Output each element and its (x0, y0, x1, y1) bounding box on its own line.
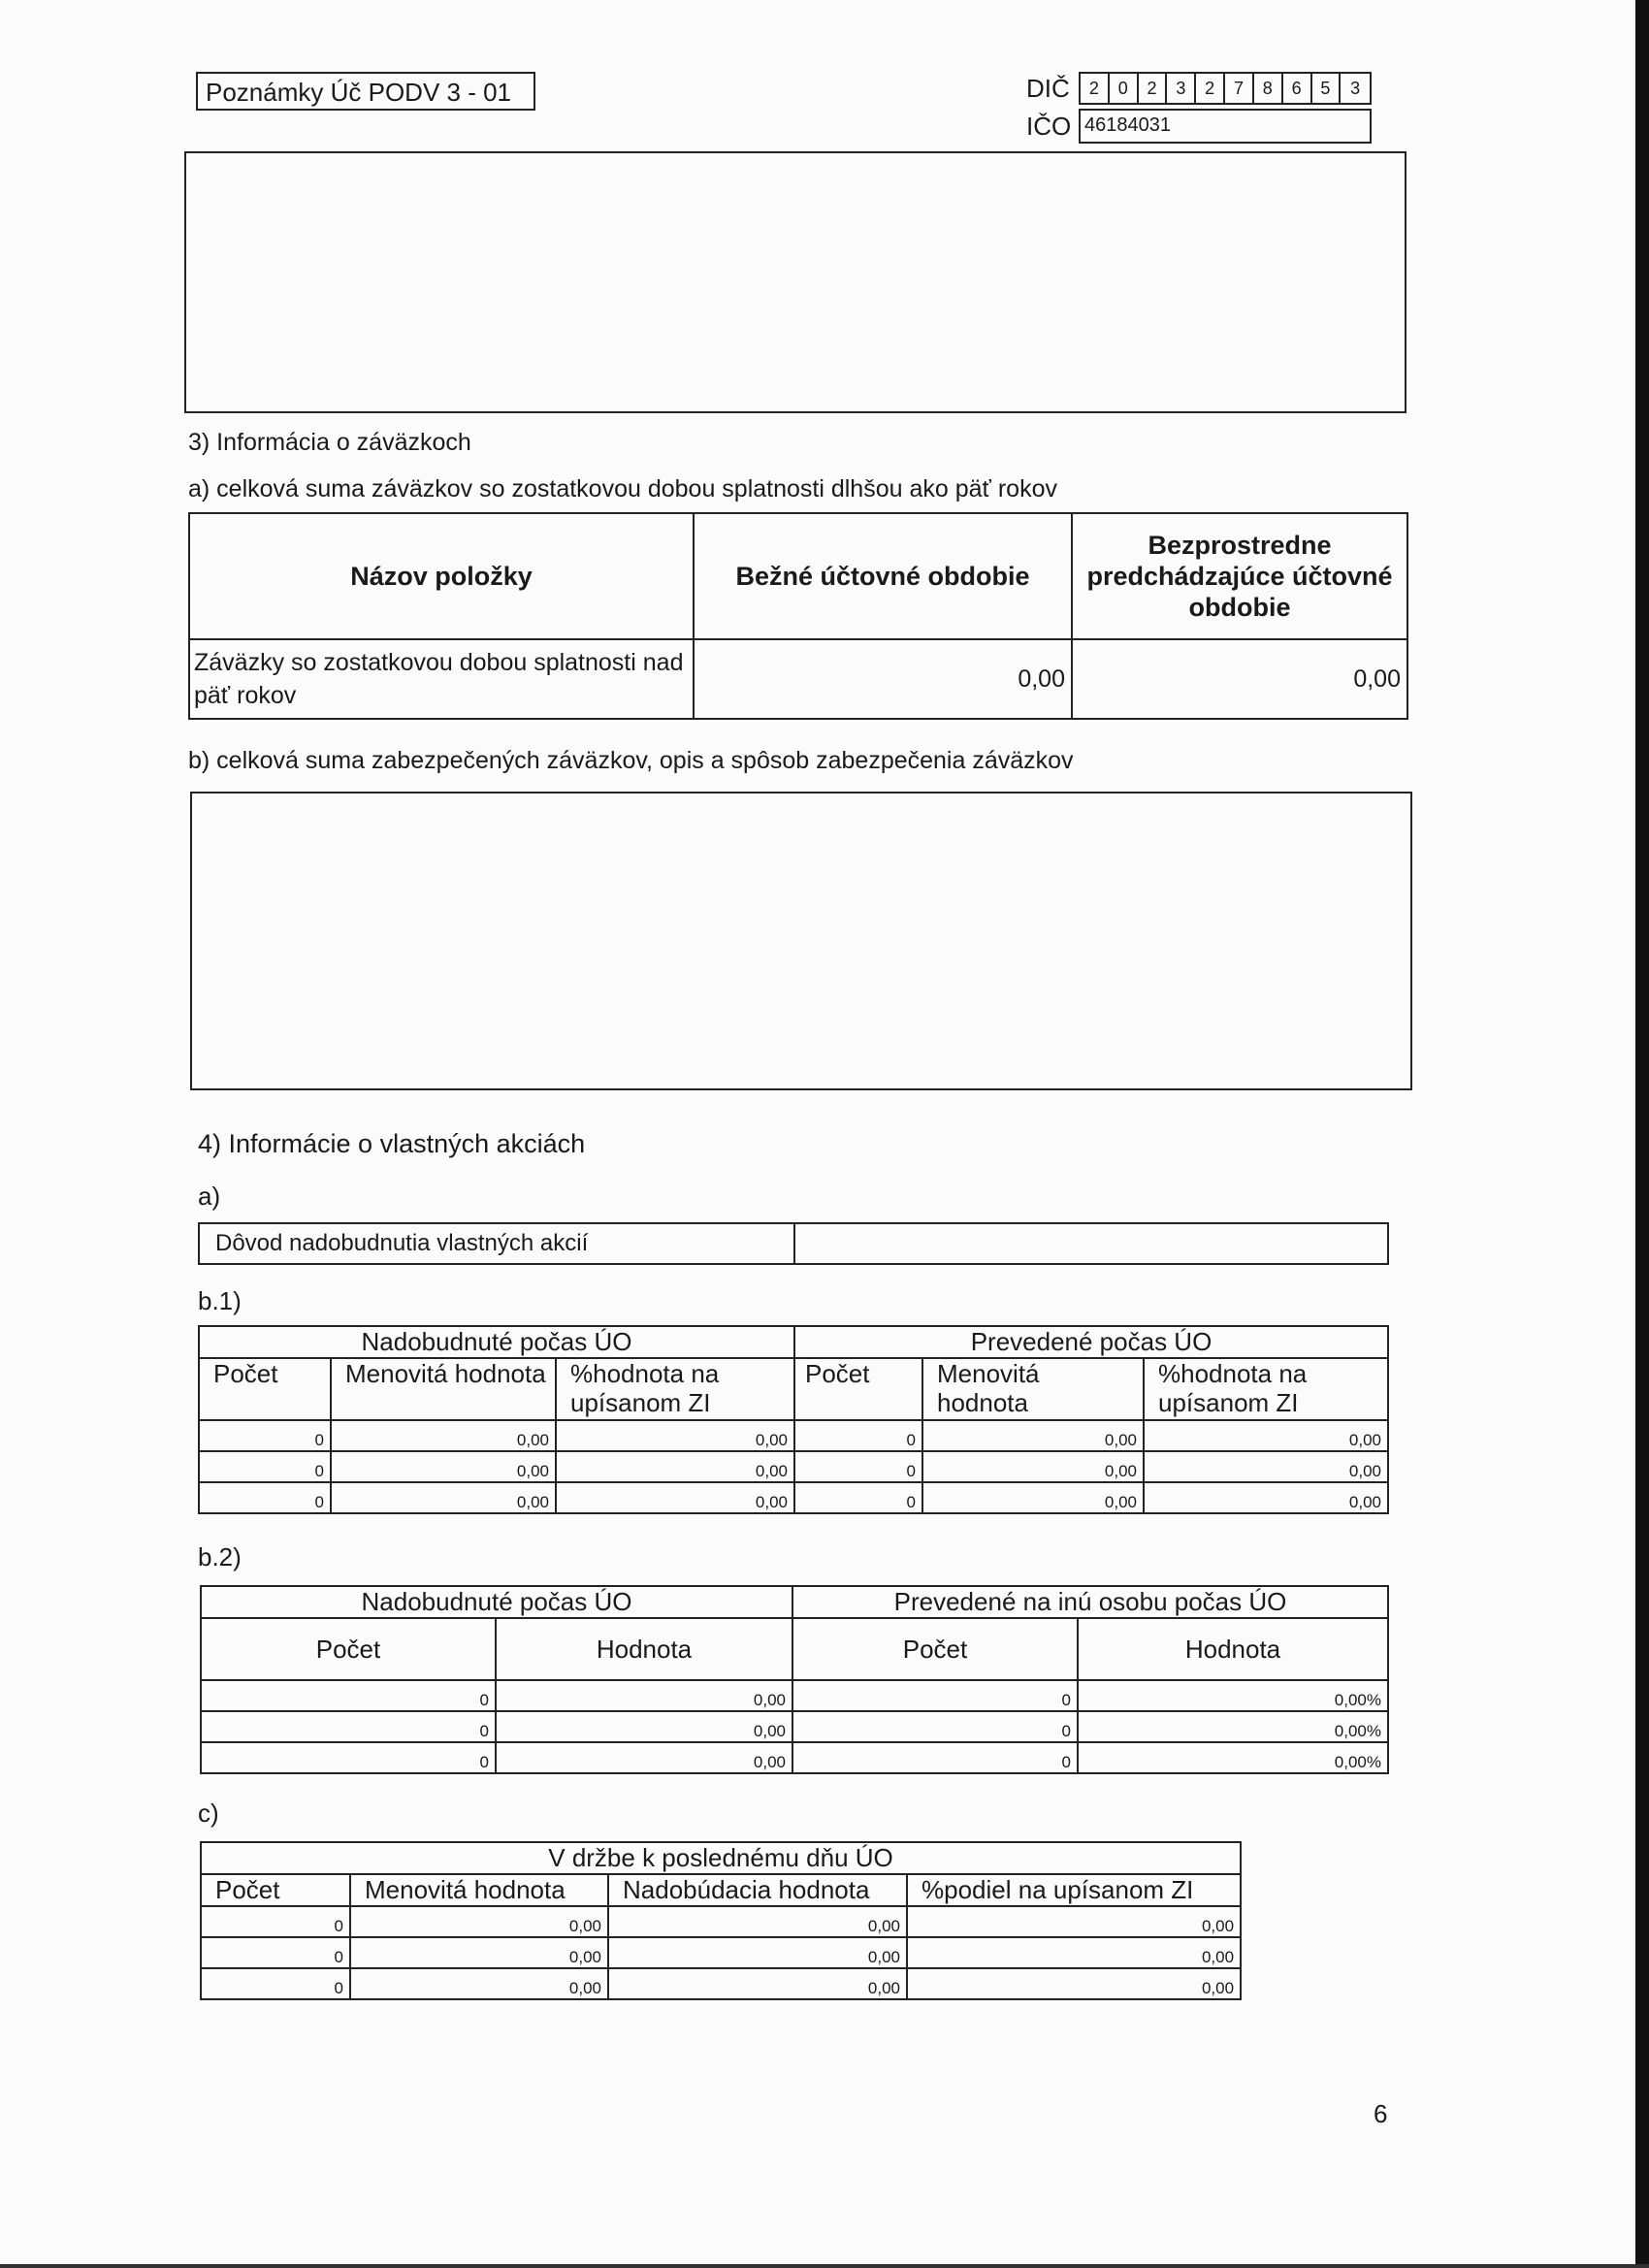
table-row (201, 1711, 1388, 1742)
cell: 0 (199, 1482, 331, 1513)
cell: 0 (201, 1906, 350, 1937)
cell: 0 (792, 1680, 1078, 1711)
b2-acquired-title: Nadobudnuté počas ÚO (201, 1586, 792, 1618)
cell: 0 (794, 1482, 922, 1513)
cell: 0,00 (496, 1742, 792, 1773)
long-term-liabilities-table (188, 512, 1408, 720)
b1-col-count: Počet (199, 1358, 331, 1420)
cell: 0,00% (1078, 1680, 1388, 1711)
c-table (200, 1841, 1242, 2000)
cell: 0,00 (1144, 1420, 1388, 1451)
form-code: Poznámky Úč PODV 3 - 01 (206, 78, 511, 107)
b2-table (200, 1585, 1389, 1774)
b1-transferred-title: Prevedené počas ÚO (794, 1326, 1388, 1358)
col-current-header: Bežné účtovné obdobie (694, 513, 1072, 639)
cell: 0,00 (350, 1937, 608, 1968)
section-4a-label: a) (198, 1182, 221, 1211)
cell: 0 (201, 1742, 496, 1773)
section-4-title: 4) Informácie o vlastných akciách (198, 1129, 586, 1158)
ico-label: IČO (1026, 112, 1072, 141)
cell: 0 (201, 1937, 350, 1968)
table-row (201, 1906, 1241, 1937)
b2-col-count-2: Počet (792, 1618, 1078, 1680)
dic-field (1079, 72, 1372, 105)
b2-transferred-title: Prevedené na inú osobu počas ÚO (792, 1586, 1388, 1618)
form-code-box (196, 72, 535, 111)
dic-digit: 2 (1081, 74, 1110, 103)
cell: 0,00 (331, 1420, 556, 1451)
cell: 0,00 (907, 1968, 1241, 1999)
cell: 0,00 (907, 1906, 1241, 1937)
cell: 0,00 (922, 1482, 1144, 1513)
b1-table (198, 1325, 1389, 1514)
cell: 0,00 (556, 1451, 794, 1482)
row-label: Záväzky so zostatkovou dobou splatnosti nad päť rokov (189, 639, 694, 719)
dic-digit: 0 (1110, 74, 1139, 103)
cell: 0 (794, 1420, 922, 1451)
cell: 0,00 (496, 1680, 792, 1711)
reason-label: Dôvod nadobudnutia vlastných akcií (199, 1223, 794, 1264)
b1-acquired-title: Nadobudnuté počas ÚO (199, 1326, 794, 1358)
table-row (201, 1680, 1388, 1711)
b1-col-nominal-2: Menovitá hodnota (922, 1358, 1144, 1420)
table-row (201, 1742, 1388, 1773)
dic-digit: 2 (1196, 74, 1225, 103)
dic-digit: 7 (1225, 74, 1254, 103)
cell: 0,00 (608, 1937, 907, 1968)
c-col-acq: Nadobúdacia hodnota (608, 1874, 907, 1906)
c-col-nominal: Menovitá hodnota (350, 1874, 608, 1906)
cell: 0 (201, 1680, 496, 1711)
section-3-title: 3) Informácia o záväzkoch (188, 429, 471, 456)
section-4b1-label: b.1) (198, 1286, 242, 1315)
cell: 0,00 (608, 1968, 907, 1999)
cell: 0,00 (350, 1906, 608, 1937)
col-name-header: Názov položky (189, 513, 694, 639)
reason-value (794, 1223, 1388, 1264)
dic-digit: 3 (1167, 74, 1196, 103)
ico-field (1079, 109, 1372, 144)
cell: 0,00 (350, 1968, 608, 1999)
dic-digit: 5 (1312, 74, 1342, 103)
cell: 0,00 (331, 1482, 556, 1513)
ico-value: 46184031 (1084, 114, 1171, 136)
b2-col-value-2: Hodnota (1078, 1618, 1388, 1680)
cell: 0,00 (922, 1451, 1144, 1482)
cell: 0,00 (608, 1906, 907, 1937)
cell: 0 (201, 1711, 496, 1742)
dic-digit: 8 (1254, 74, 1283, 103)
dic-digit: 6 (1283, 74, 1312, 103)
c-col-count: Počet (201, 1874, 350, 1906)
cell: 0,00% (1078, 1711, 1388, 1742)
b1-col-pct-2: %hodnota na upísanom ZI (1144, 1358, 1388, 1420)
cell: 0 (792, 1711, 1078, 1742)
c-title: V držbe k poslednému dňu ÚO (201, 1842, 1241, 1874)
b2-col-value: Hodnota (496, 1618, 792, 1680)
cell: 0,00 (922, 1420, 1144, 1451)
dic-digit: 3 (1350, 79, 1361, 98)
cell: 0,00 (496, 1711, 792, 1742)
page-number: 6 (1374, 2099, 1388, 2128)
cell: 0 (199, 1420, 331, 1451)
dic-digit: 2 (1139, 74, 1168, 103)
row-current-value: 0,00 (694, 639, 1072, 719)
cell: 0 (201, 1968, 350, 1999)
cell: 0,00 (1144, 1451, 1388, 1482)
b1-col-pct: %hodnota na upísanom ZI (556, 1358, 794, 1420)
cell: 0 (199, 1451, 331, 1482)
table-row (199, 1451, 1388, 1482)
scan-edge (1635, 0, 1649, 2268)
cell: 0,00 (907, 1937, 1241, 1968)
section-3a-title: a) celková suma záväzkov so zostatkovou dobou splatnosti dlhšou ako päť rokov (188, 475, 1057, 502)
row-previous-value: 0,00 (1072, 639, 1407, 719)
cell: 0 (792, 1742, 1078, 1773)
cell: 0 (794, 1451, 922, 1482)
section-3b-title: b) celková suma zabezpečených záväzkov, opis a spôsob zabezpečenia záväzkov (188, 747, 1074, 774)
col-previous-header: Bezprostredne predchádzajúce účtovné obdobie (1072, 513, 1407, 639)
b1-col-nominal: Menovitá hodnota (331, 1358, 556, 1420)
notes-box (184, 151, 1406, 413)
section-4c-label: c) (198, 1798, 219, 1828)
cell: 0,00 (556, 1482, 794, 1513)
table-row (199, 1482, 1388, 1513)
c-col-pct: %podiel na upísanom ZI (907, 1874, 1241, 1906)
cell: 0,00% (1078, 1742, 1388, 1773)
cell: 0,00 (1144, 1482, 1388, 1513)
section-4b2-label: b.2) (198, 1542, 242, 1571)
table-row (201, 1937, 1241, 1968)
table-row (199, 1420, 1388, 1451)
b1-col-count-2: Počet (794, 1358, 922, 1420)
cell: 0,00 (556, 1420, 794, 1451)
secured-liabilities-box (190, 792, 1412, 1090)
cell: 0,00 (331, 1451, 556, 1482)
dic-label: DIČ (1026, 74, 1070, 103)
reason-table (198, 1222, 1389, 1265)
table-row (201, 1968, 1241, 1999)
scan-bottom-edge (0, 2264, 1649, 2268)
b2-col-count: Počet (201, 1618, 496, 1680)
